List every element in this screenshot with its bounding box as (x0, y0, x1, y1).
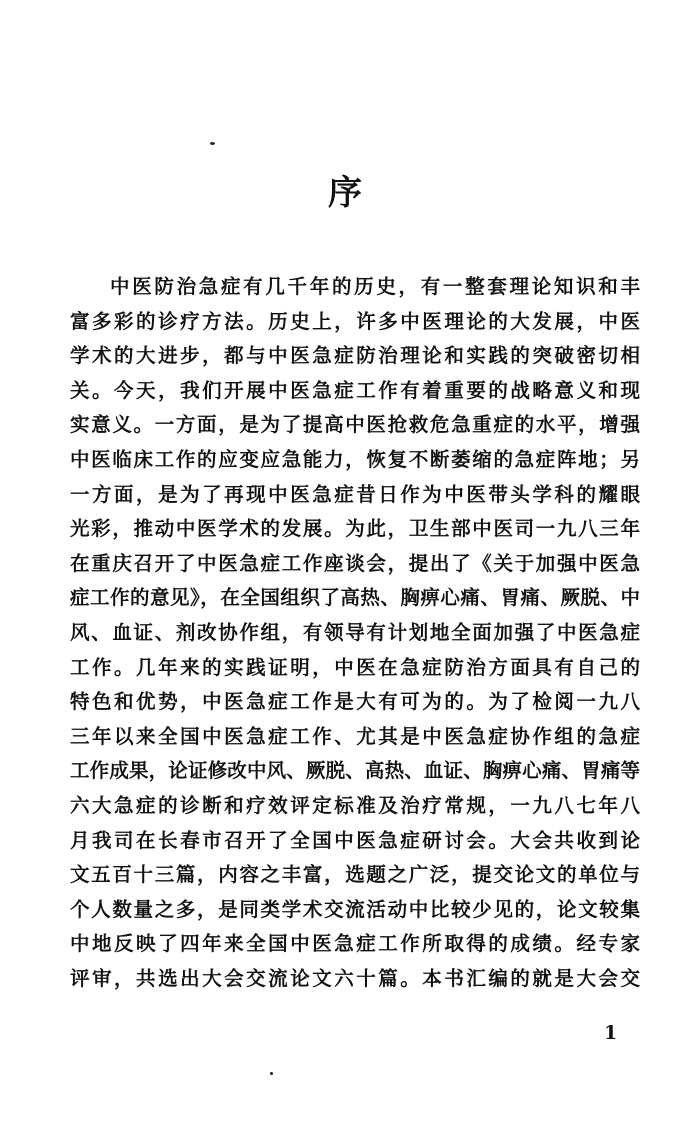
text-line: 文五百十三篇，内容之丰富，选题之广泛，提交论文的单位与 (70, 863, 640, 887)
text-line: 实意义。一方面，是为了提高中医抢救危急重症的水平，增强 (70, 413, 640, 437)
text-line: 学术的大进步，都与中医急症防治理论和实践的突破密切相 (70, 344, 640, 368)
page-title: 序 (328, 173, 364, 213)
text-line: 一方面，是为了再现中医急症昔日作为中医带头学科的耀眼 (70, 482, 640, 506)
text-line: 评审，共选出大会交流论文六十篇。本书汇编的就是大会交 (70, 966, 640, 990)
text-line: 关。今天，我们开展中医急症工作有着重要的战略意义和现 (70, 378, 640, 402)
text-line: 月我司在长春市召开了全国中医急症研讨会。大会共收到论 (70, 828, 640, 852)
scan-speck (270, 1072, 273, 1075)
text-line: 工作成果，论证修改中风、厥脱、高热、血证、胸痹心痛、胃痛等 (70, 759, 640, 783)
scan-speck (210, 142, 215, 145)
page-number: 1 (604, 1022, 618, 1044)
text-line: 富多彩的诊疗方法。历史上，许多中医理论的大发展，中医 (70, 309, 640, 333)
text-line: 三年以来全国中医急症工作、尤其是中医急症协作组的急症 (70, 724, 640, 748)
text-line: 个人数量之多，是同类学术交流活动中比较少见的，论文较集 (70, 897, 640, 921)
text-line: 六大急症的诊断和疗效评定标准及治疗常规，一九八七年八 (70, 793, 640, 817)
text-line: 工作。几年来的实践证明，中医在急症防治方面具有自己的 (70, 655, 640, 679)
text-line: 在重庆召开了中医急症工作座谈会，提出了《关于加强中医急 (70, 551, 640, 575)
text-line: 特色和优势，中医急症工作是大有可为的。为了检阅一九八 (70, 690, 640, 714)
text-line: 风、血证、剂改协作组，有领导有计划地全面加强了中医急症 (70, 620, 640, 644)
text-line: 光彩，推动中医学术的发展。为此，卫生部中医司一九八三年 (70, 517, 640, 541)
text-line: 症工作的意见》，在全国组织了高热、胸痹心痛、胃痛、厥脱、中 (70, 586, 640, 610)
text-line: 中医临床工作的应变应急能力，恢复不断萎缩的急症阵地；另 (70, 447, 640, 471)
text-line: 中地反映了四年来全国中医急症工作所取得的成绩。经专家 (70, 932, 640, 956)
preface-body (70, 270, 640, 996)
text-line: 中医防治急症有几千年的历史，有一整套理论知识和丰 (110, 275, 640, 298)
